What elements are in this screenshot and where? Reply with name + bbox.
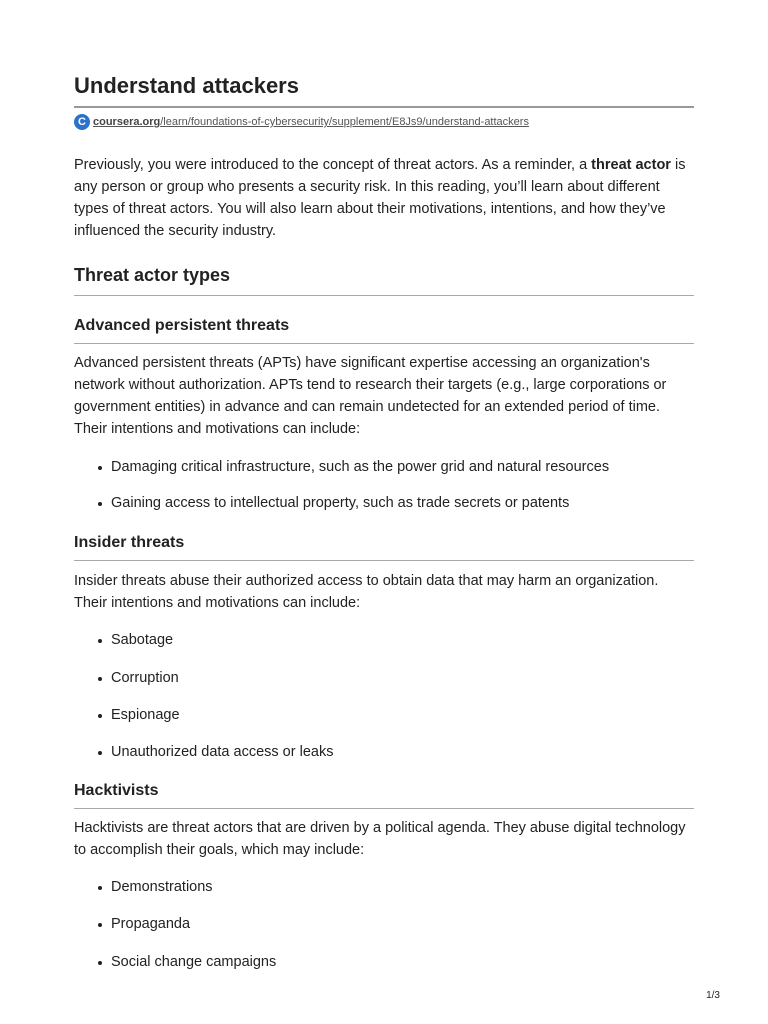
subheading-insider-threats: Insider threats <box>74 532 694 561</box>
apt-list <box>74 456 694 514</box>
subheading-hacktivists: Hacktivists <box>74 780 694 809</box>
list-item: Sabotage <box>74 629 694 651</box>
list-item: Damaging critical infrastructure, such as the power grid and natural resources <box>74 456 694 478</box>
list-item: Gaining access to intellectual property, such as trade secrets or patents <box>74 492 694 514</box>
insider-paragraph: Insider threats abuse their authorized access to obtain data that may harm an organization. Their intentions and motivations can include: <box>74 573 659 611</box>
insider-list <box>74 629 694 763</box>
intro-bold-term: threat actor <box>591 157 671 173</box>
section-heading-threat-actor-types: Threat actor types <box>74 262 694 296</box>
list-item: Demonstrations <box>74 876 694 898</box>
apt-paragraph: Advanced persistent threats (APTs) have significant expertise accessing an organization's network without authorization. APTs tend to research their targets (e.g., large corporations or government entities) in advance and can remain undetected for an extended period of time. Their intentions and motivations can include: <box>74 355 667 437</box>
hacktivists-list <box>74 876 694 973</box>
source-url-link[interactable] <box>93 116 529 128</box>
source-domain: coursera.org <box>93 116 161 128</box>
intro-text-before: Previously, you were introduced to the concept of threat actors. As a reminder, a <box>74 157 592 173</box>
list-item: Social change campaigns <box>74 951 694 973</box>
hacktivists-paragraph: Hacktivists are threat actors that are driven by a political agenda. They abuse digital technology to accomplish their goals, which may include: <box>74 820 686 858</box>
subheading-apt: Advanced persistent threats <box>74 315 694 344</box>
document-page <box>74 0 694 973</box>
list-item: Espionage <box>74 704 694 726</box>
list-item: Propaganda <box>74 913 694 935</box>
source-path: /learn/foundations-of-cybersecurity/supplement/E8Js9/understand-attackers <box>160 116 529 128</box>
list-item: Unauthorized data access or leaks <box>74 741 694 763</box>
page-number: 1/3 <box>706 990 720 1001</box>
list-item: Corruption <box>74 667 694 689</box>
intro-text-after: is any person or group who presents a security risk. In this reading, you’ll learn about different types of threat actors. You will also learn about their motivations, intentions, and how they’ve influenced the security industry. <box>74 157 686 239</box>
source-link-row <box>74 113 694 131</box>
page-title: Understand attackers <box>74 72 694 108</box>
coursera-icon: C <box>74 114 90 130</box>
intro-paragraph <box>74 154 694 242</box>
